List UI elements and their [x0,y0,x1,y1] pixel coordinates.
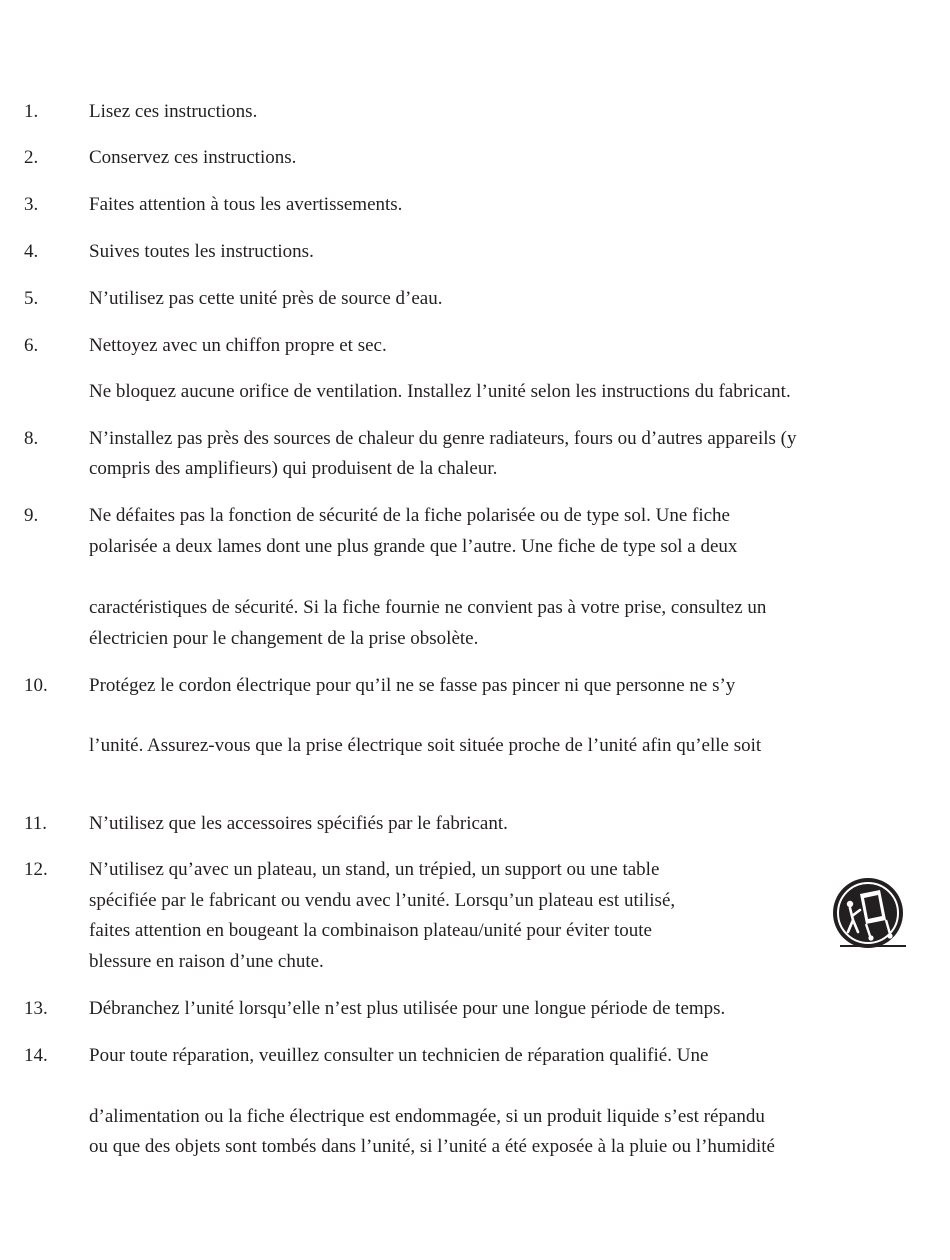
item-text: blessure en raison d’une chute. [89,951,324,972]
cart-tip-over-warning-icon [830,876,908,950]
item-number: 9. [24,505,39,526]
item-text: électricien pour le changement de la prise obsolète. [89,628,479,649]
item-number: 6. [24,335,39,356]
item-text: polarisée a deux lames dont une plus grande que l’autre. Une fiche de type sol a deux [89,536,738,557]
item-text: caractéristiques de sécurité. Si la fiche fournie ne convient pas à votre prise, consultez un [89,597,767,618]
item-text: ou que des objets sont tombés dans l’unité, si l’unité a été exposée à la pluie ou l’humidité [89,1136,775,1157]
item-number: 10. [24,675,48,696]
item-text: Pour toute réparation, veuillez consulter un technicien de réparation qualifié. Une [89,1045,709,1066]
item-text: d’alimentation ou la fiche électrique est endommagée, si un produit liquide s’est répandu [89,1106,765,1127]
item-number: 13. [24,998,48,1019]
item-number: 2. [24,147,39,168]
item-text: Conservez ces instructions. [89,147,297,168]
item-text: Nettoyez avec un chiffon propre et sec. [89,335,387,356]
item-number: 12. [24,859,48,880]
item-text: N’utilisez que les accessoires spécifiés par le fabricant. [89,813,508,834]
item-text: Suives toutes les instructions. [89,241,314,262]
item-number: 8. [24,428,39,449]
item-text: Débranchez l’unité lorsqu’elle n’est plus utilisée pour une longue période de temps. [89,998,726,1019]
item-text: N’utilisez qu’avec un plateau, un stand, un trépied, un support ou une table [89,859,660,880]
item-number: 14. [24,1045,48,1066]
item-text: compris des amplifieurs) qui produisent de la chaleur. [89,458,498,479]
item-text: N’installez pas près des sources de chaleur du genre radiateurs, fours ou d’autres appareils (y [89,428,797,449]
item-text: l’unité. Assurez-vous que la prise électrique soit située proche de l’unité afin qu’elle soit [89,735,762,756]
item-number: 5. [24,288,39,309]
item-text: Lisez ces instructions. [89,101,258,122]
item-number: 1. [24,101,39,122]
item-text: faites attention en bougeant la combinaison plateau/unité pour éviter toute [89,920,652,941]
item-text: Ne défaites pas la fonction de sécurité de la fiche polarisée ou de type sol. Une fiche [89,505,730,526]
item-number: 4. [24,241,39,262]
item-text: Ne bloquez aucune orifice de ventilation. Installez l’unité selon les instructions du fabricant. [89,381,791,402]
item-text: Protégez le cordon électrique pour qu’il ne se fasse pas pincer ni que personne ne s’y [89,675,736,696]
item-number: 11. [24,813,48,834]
item-text: N’utilisez pas cette unité près de source d’eau. [89,288,443,309]
item-number: 3. [24,194,39,215]
item-text: Faites attention à tous les avertissements. [89,194,403,215]
item-text: spécifiée par le fabricant ou vendu avec l’unité. Lorsqu’un plateau est utilisé, [89,890,676,911]
